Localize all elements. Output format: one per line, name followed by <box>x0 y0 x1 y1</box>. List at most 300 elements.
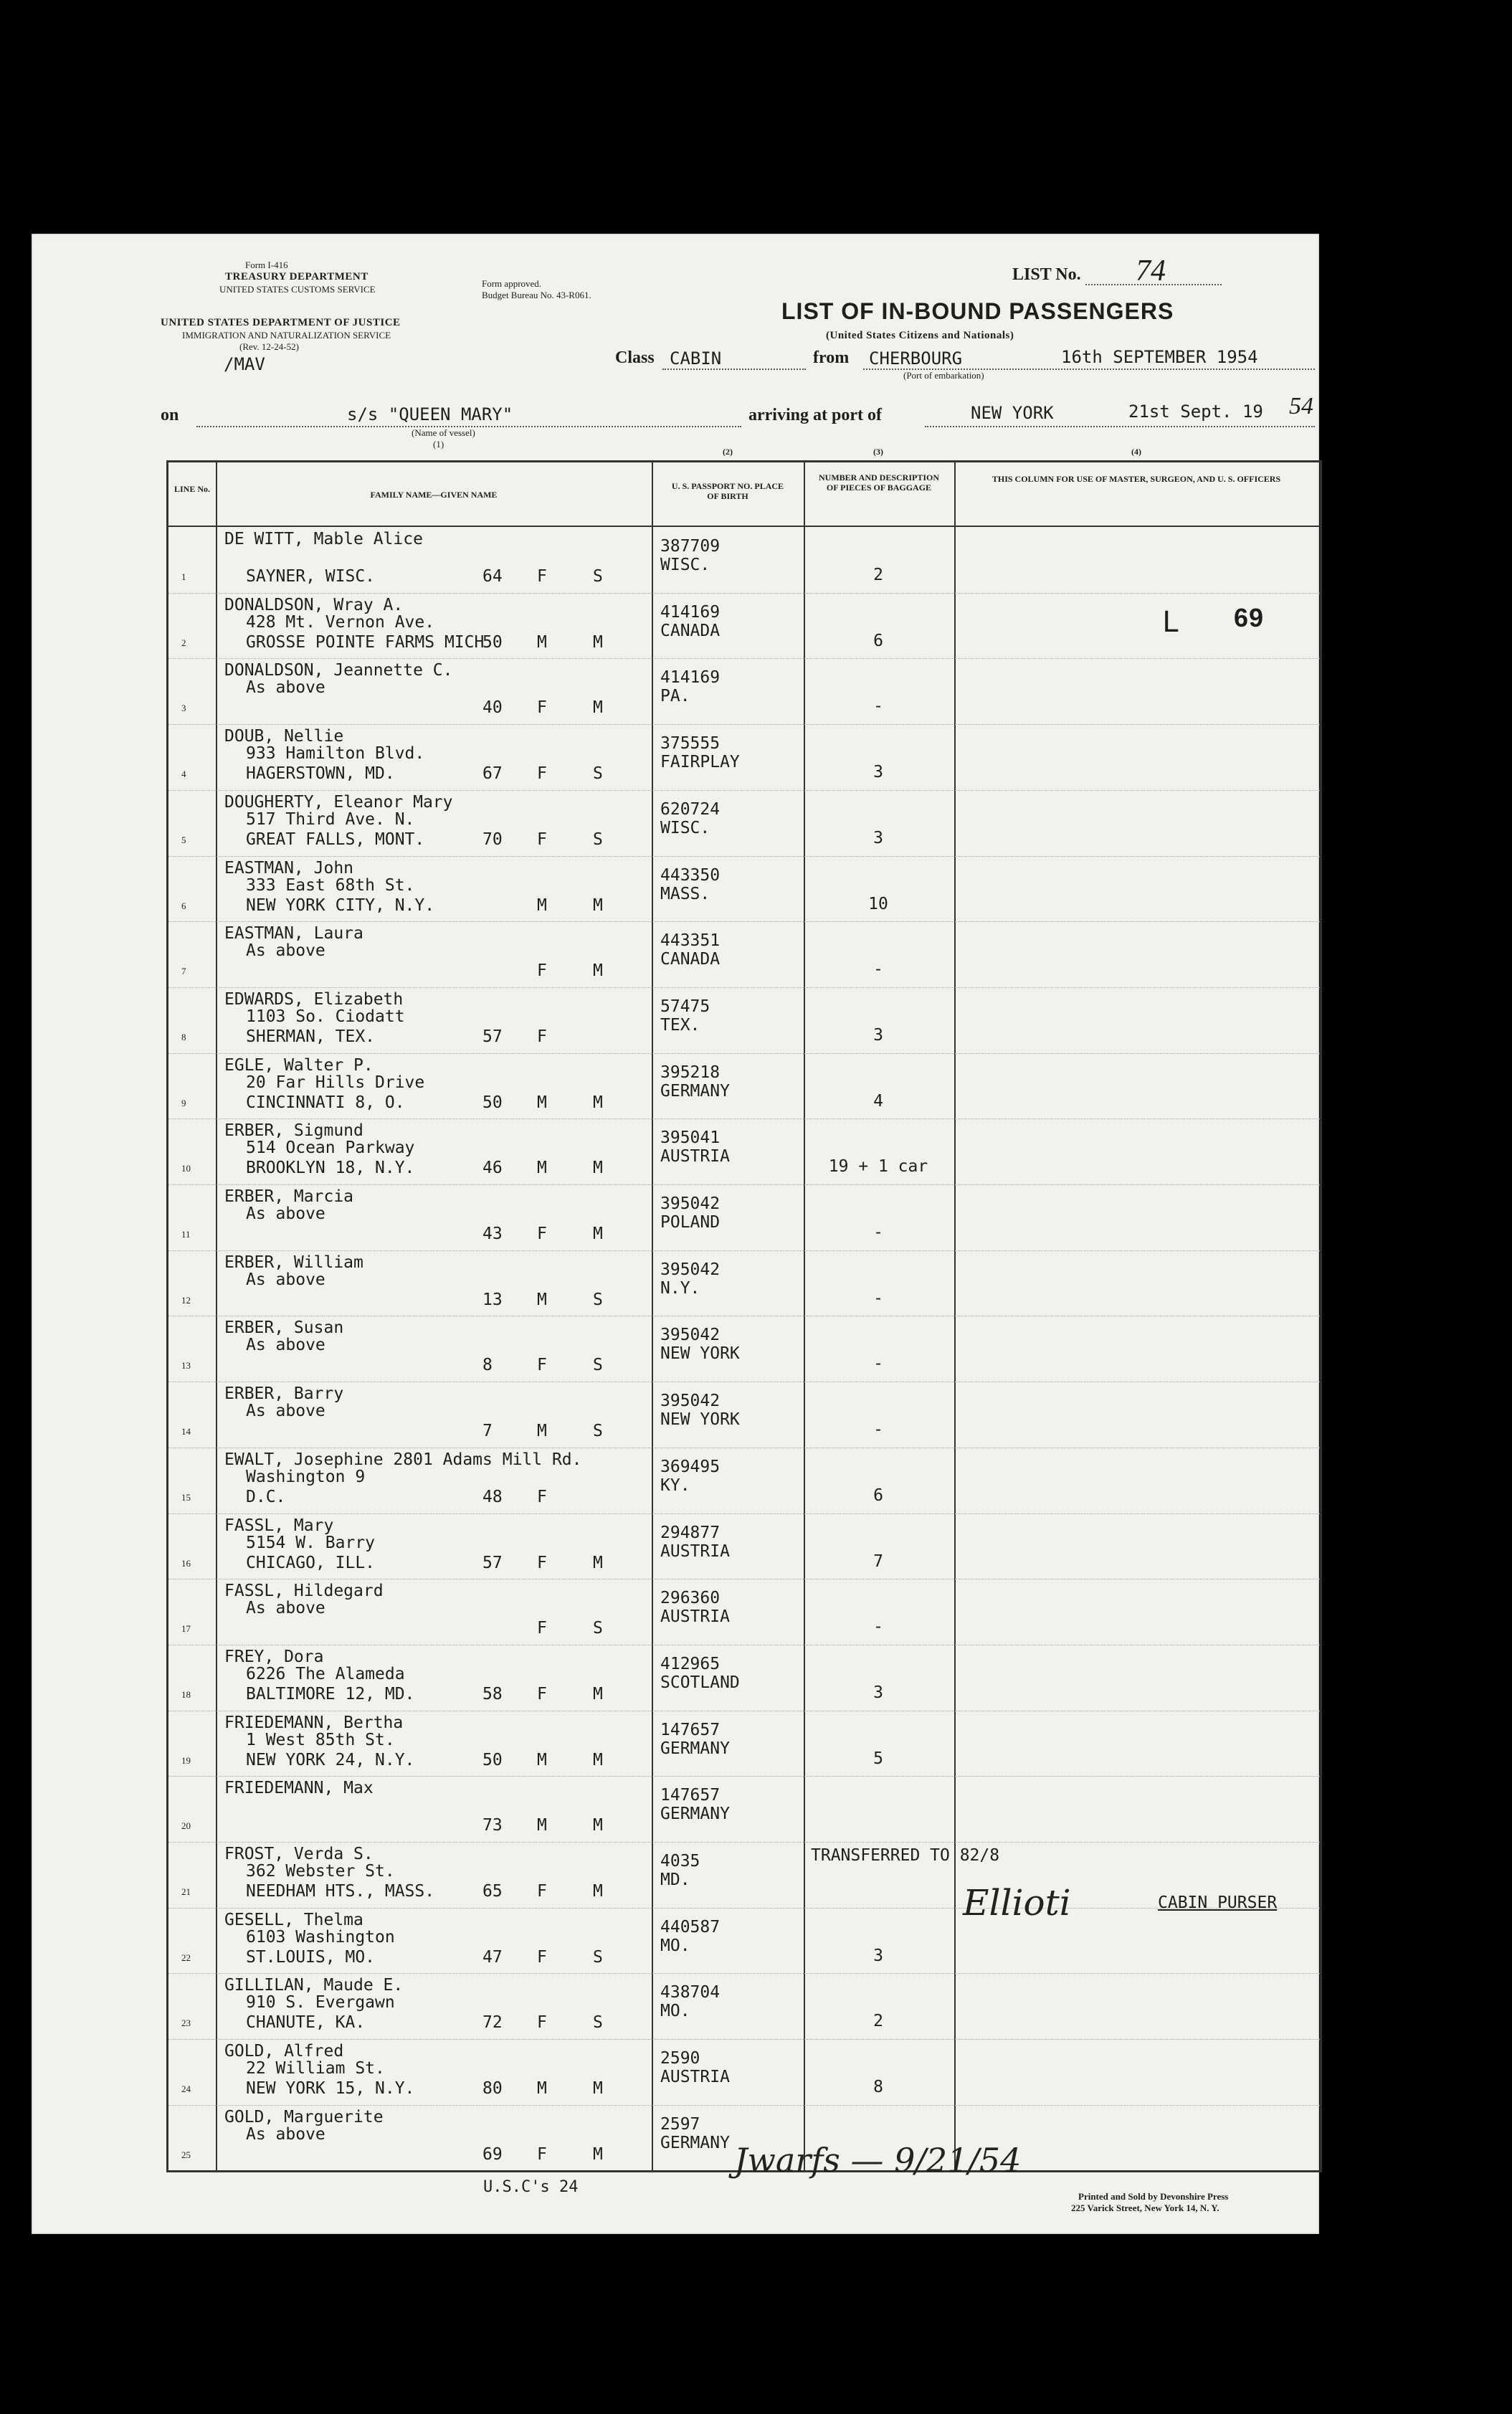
baggage-count: 19 + 1 car <box>828 1157 928 1177</box>
marital-status: S <box>593 764 603 784</box>
mav-mark: /MAV <box>224 354 265 374</box>
passenger-address: As above <box>246 678 325 698</box>
passport-number: 147657 <box>660 1720 721 1739</box>
arrival-date: 21st Sept. 19 <box>1128 401 1263 422</box>
customs-service: UNITED STATES CUSTOMS SERVICE <box>219 284 376 295</box>
marital-status: S <box>593 1947 603 1967</box>
row-line-number: 2 <box>181 637 186 648</box>
baggage-count: - <box>873 1420 883 1440</box>
table-row <box>168 1579 1320 1645</box>
passenger-name: DOUB, Nellie <box>224 727 344 746</box>
passenger-sex: F <box>537 764 547 784</box>
passport-number: 4035 <box>660 1852 700 1871</box>
place-of-birth: MASS. <box>660 884 710 903</box>
table-row <box>168 1118 1320 1184</box>
passenger-residence: NEEDHAM HTS., MASS. <box>246 1882 435 1901</box>
baggage-count: 3 <box>873 763 883 782</box>
passport-number: 147657 <box>660 1786 721 1805</box>
row-line-number: 19 <box>181 1754 191 1766</box>
place-of-birth: WISC. <box>660 556 710 574</box>
passenger-residence: BALTIMORE 12, MD. <box>246 1684 415 1703</box>
header-line-no: LINE No. <box>173 484 210 494</box>
place-of-birth: AUSTRIA <box>660 1541 730 1561</box>
ins-line: IMMIGRATION AND NATURALIZATION SERVICE <box>182 330 391 341</box>
passenger-sex: F <box>537 1027 547 1046</box>
passenger-name: DE WITT, Mable Alice <box>224 530 423 548</box>
rev-date: (Rev. 12-24-52) <box>239 341 299 352</box>
marital-status: M <box>593 1159 603 1178</box>
passenger-sex: F <box>537 1882 547 1901</box>
passenger-age: 50 <box>482 1750 503 1769</box>
baggage-count: - <box>873 960 883 979</box>
passenger-sex: M <box>537 1159 547 1178</box>
passenger-name: FASSL, Mary <box>224 1516 334 1535</box>
header-name: FAMILY NAME—GIVEN NAME <box>370 490 498 500</box>
passenger-sex: F <box>537 1225 547 1243</box>
marital-status: M <box>593 2144 603 2164</box>
place-of-birth: AUSTRIA <box>660 2068 730 2087</box>
row-line-number: 6 <box>181 900 186 911</box>
baggage-count: 2 <box>873 566 883 584</box>
place-of-birth: PA. <box>660 687 690 706</box>
passenger-address: 20 Far Hills Drive <box>246 1073 425 1092</box>
baggage-count: 3 <box>873 828 883 847</box>
place-of-birth: GERMANY <box>660 1081 730 1101</box>
col1-marker: (1) <box>433 439 444 450</box>
passport-number: 387709 <box>660 537 721 556</box>
passenger-sex: F <box>537 2013 547 2033</box>
passenger-address: 333 East 68th St. <box>246 875 415 895</box>
passenger-sex: F <box>537 567 547 586</box>
place-of-birth: GERMANY <box>660 1805 730 1824</box>
table-row <box>168 921 1320 987</box>
row-line-number: 9 <box>181 1097 186 1108</box>
passenger-age: 43 <box>482 1225 503 1243</box>
class-label: Class <box>615 348 655 367</box>
row-line-number: 7 <box>181 966 186 977</box>
embark-port: CHERBOURG <box>869 348 963 369</box>
table-row <box>168 1382 1320 1448</box>
form-approved: Form approved. <box>482 278 542 289</box>
row-line-number: 23 <box>181 2018 191 2029</box>
place-of-birth: FAIRPLAY <box>660 753 740 772</box>
passenger-age: 65 <box>482 1882 503 1901</box>
marital-status: S <box>593 2013 603 2033</box>
marital-status: M <box>593 698 603 718</box>
passenger-age: 72 <box>482 2013 503 2033</box>
passenger-address: 514 Ocean Parkway <box>246 1139 415 1158</box>
passenger-age: 50 <box>482 1093 503 1112</box>
vessel-name: s/s "QUEEN MARY" <box>347 404 513 424</box>
table-row <box>168 658 1320 724</box>
passport-number: 2590 <box>660 2049 700 2068</box>
passenger-age: 57 <box>482 1553 503 1572</box>
passport-number: 2597 <box>660 2114 700 2134</box>
treasury-dept: TREASURY DEPARTMENT <box>225 271 369 282</box>
place-of-birth: POLAND <box>660 1213 721 1232</box>
vessel-note: (Name of vessel) <box>412 427 475 438</box>
passenger-age: 40 <box>482 698 503 718</box>
row-line-number: 15 <box>181 1491 191 1503</box>
place-of-birth: GERMANY <box>660 1739 730 1758</box>
table-row <box>168 1184 1320 1250</box>
row-line-number: 5 <box>181 834 186 845</box>
passenger-address: As above <box>246 2124 325 2144</box>
passenger-age: 73 <box>482 1816 503 1835</box>
printer-line-2: 225 Varick Street, New York 14, N. Y. <box>1071 2202 1219 2213</box>
passport-number: 414169 <box>660 668 721 688</box>
baggage-count: 6 <box>873 631 883 650</box>
passenger-address: As above <box>246 1270 325 1289</box>
page-title: LIST OF IN-BOUND PASSENGERS <box>781 298 1174 324</box>
baggage-count: 8 <box>873 2078 883 2097</box>
passenger-sex: F <box>537 830 547 849</box>
row-line-number: 14 <box>181 1426 191 1438</box>
passenger-age: 58 <box>482 1684 503 1703</box>
row-line-number: 24 <box>181 2083 191 2095</box>
passenger-name: EDWARDS, Elizabeth <box>224 989 404 1009</box>
passenger-residence: CHANUTE, KA. <box>246 2013 366 2033</box>
officer-number: 69 <box>1234 603 1265 632</box>
passenger-address: As above <box>246 1599 325 1618</box>
table-row <box>168 987 1320 1053</box>
passenger-age: 64 <box>482 567 503 586</box>
passenger-name: EASTMAN, Laura <box>224 924 363 944</box>
table-row <box>168 1973 1320 2039</box>
passenger-name: DONALDSON, Jeannette C. <box>224 661 453 680</box>
passenger-address: As above <box>246 1204 325 1223</box>
table-row <box>168 1053 1320 1119</box>
passport-number: 294877 <box>660 1523 721 1542</box>
purser-signature-icon: Ellioti <box>963 1882 1071 1924</box>
form-number: Form I-416 <box>245 260 288 270</box>
passenger-name: FRIEDEMANN, Max <box>224 1779 374 1798</box>
passenger-address: 517 Third Ave. N. <box>246 809 415 829</box>
passport-number: 57475 <box>660 997 710 1016</box>
passenger-name: GOLD, Alfred <box>224 2042 344 2061</box>
marital-status: M <box>593 632 603 652</box>
baggage-count: 4 <box>873 1091 883 1111</box>
marital-status: S <box>593 830 603 849</box>
place-of-birth: MD. <box>660 1871 690 1889</box>
passenger-age: 67 <box>482 764 503 784</box>
table-row <box>168 1250 1320 1316</box>
list-no-label: LIST No. <box>1012 265 1081 284</box>
class-value: CABIN <box>670 348 722 369</box>
passenger-name: ERBER, William <box>224 1253 363 1272</box>
marital-status: M <box>593 1750 603 1769</box>
passenger-residence: CINCINNATI 8, O. <box>246 1093 405 1112</box>
table-row <box>168 1645 1320 1711</box>
cabin-purser: CABIN PURSER <box>1158 1893 1278 1912</box>
passport-number: 414169 <box>660 602 721 622</box>
passenger-age: 48 <box>482 1487 503 1506</box>
passenger-residence: SHERMAN, TEX. <box>246 1027 376 1046</box>
row-line-number: 22 <box>181 1952 191 1963</box>
place-of-birth: N.Y. <box>660 1278 700 1298</box>
passenger-address: Washington 9 <box>246 1467 366 1486</box>
passenger-residence: NEW YORK CITY, N.Y. <box>246 895 435 915</box>
passenger-residence: GREAT FALLS, MONT. <box>246 830 425 849</box>
row-line-number: 4 <box>181 769 186 780</box>
passenger-age: 13 <box>482 1290 503 1309</box>
passenger-address: 1103 So. Ciodatt <box>246 1007 405 1026</box>
baggage-count: 3 <box>873 1683 883 1702</box>
table-row <box>168 1711 1320 1777</box>
embark-note: (Port of embarkation) <box>903 370 984 381</box>
passenger-age: 80 <box>482 2079 503 2099</box>
passenger-address: As above <box>246 1336 325 1355</box>
row-line-number: 25 <box>181 2149 191 2160</box>
row-line-number: 16 <box>181 1557 191 1569</box>
passenger-sex: F <box>537 1356 547 1375</box>
place-of-birth: KY. <box>660 1476 690 1495</box>
arriving-label: arriving at port of <box>748 406 882 424</box>
baggage-count: 10 <box>868 894 888 913</box>
row-line-number: 3 <box>181 703 186 714</box>
passenger-sex: F <box>537 698 547 718</box>
passport-number: 395042 <box>660 1194 721 1213</box>
passport-number: 369495 <box>660 1457 721 1476</box>
passport-number: 395041 <box>660 1128 721 1148</box>
passenger-age: 47 <box>482 1947 503 1967</box>
passenger-residence: HAGERSTOWN, MD. <box>246 764 395 784</box>
passenger-address: 428 Mt. Vernon Ave. <box>246 612 435 632</box>
passenger-age: 46 <box>482 1159 503 1178</box>
passport-number: 395042 <box>660 1392 721 1411</box>
passenger-name: EGLE, Walter P. <box>224 1055 374 1075</box>
passport-number: 395042 <box>660 1326 721 1345</box>
passport-number: 412965 <box>660 1654 721 1673</box>
passenger-sex: M <box>537 632 547 652</box>
baggage-count: 2 <box>873 2012 883 2031</box>
table-row <box>168 2039 1320 2105</box>
passenger-sex: F <box>537 1553 547 1572</box>
marital-status: M <box>593 2079 603 2099</box>
passenger-residence: CHICAGO, ILL. <box>246 1553 376 1572</box>
marital-status: S <box>593 567 603 586</box>
passenger-name: FREY, Dora <box>224 1647 324 1666</box>
passenger-residence: GROSSE POINTE FARMS MICH <box>246 632 485 652</box>
place-of-birth: WISC. <box>660 818 710 837</box>
baggage-count: 5 <box>873 1749 883 1768</box>
place-of-birth: SCOTLAND <box>660 1673 740 1692</box>
passenger-residence: ST.LOUIS, MO. <box>246 1947 376 1967</box>
passenger-age: 70 <box>482 830 503 849</box>
departure-date: 16th SEPTEMBER 1954 <box>1061 347 1258 367</box>
baggage-count: 7 <box>873 1551 883 1571</box>
passenger-residence: BROOKLYN 18, N.Y. <box>246 1159 415 1178</box>
passenger-sex: M <box>537 1750 547 1769</box>
passenger-age: 7 <box>482 1422 493 1441</box>
manifest-page <box>32 234 1319 2234</box>
row-line-number: 20 <box>181 1820 191 1832</box>
passenger-age: 69 <box>482 2144 503 2164</box>
passenger-name: GILLILAN, Maude E. <box>224 1976 404 1995</box>
passenger-address: 1 West 85th St. <box>246 1730 395 1749</box>
marital-status: S <box>593 1356 603 1375</box>
passenger-address: As above <box>246 941 325 961</box>
passenger-sex: M <box>537 895 547 915</box>
passenger-name: ERBER, Marcia <box>224 1187 354 1206</box>
passport-number: 443350 <box>660 865 721 885</box>
place-of-birth: NEW YORK <box>660 1344 740 1364</box>
place-of-birth: AUSTRIA <box>660 1607 730 1627</box>
marital-status: M <box>593 1882 603 1901</box>
budget-bureau: Budget Bureau No. 43-R061. <box>482 290 591 300</box>
passenger-name: GOLD, Marguerite <box>224 2107 384 2126</box>
passenger-address: 933 Hamilton Blvd. <box>246 744 425 764</box>
passenger-name: ERBER, Sigmund <box>224 1121 363 1141</box>
passenger-residence: NEW YORK 15, N.Y. <box>246 2079 415 2099</box>
passport-number: 395042 <box>660 1260 721 1279</box>
table-row <box>168 724 1320 790</box>
marital-status: M <box>593 1093 603 1112</box>
table-row <box>168 527 1320 593</box>
marital-status: M <box>593 1816 603 1835</box>
passport-number: 620724 <box>660 799 721 819</box>
passenger-sex: F <box>537 1487 547 1506</box>
table-row <box>168 1513 1320 1579</box>
passport-number: 296360 <box>660 1589 721 1608</box>
passenger-address: 6226 The Alameda <box>246 1664 405 1683</box>
row-line-number: 13 <box>181 1360 191 1372</box>
passenger-name: GESELL, Thelma <box>224 1910 363 1929</box>
passenger-sex: F <box>537 1947 547 1967</box>
row-line-number: 21 <box>181 1886 191 1897</box>
justice-dept: UNITED STATES DEPARTMENT OF JUSTICE <box>161 317 401 328</box>
table-row <box>168 790 1320 856</box>
passenger-sex: F <box>537 1684 547 1703</box>
passenger-address: 6103 Washington <box>246 1927 395 1947</box>
passenger-address: 5154 W. Barry <box>246 1533 376 1552</box>
header-baggage: NUMBER AND DESCRIPTION OF PIECES OF BAGGAGE <box>818 472 940 493</box>
place-of-birth: GERMANY <box>660 2133 730 2152</box>
marital-status: M <box>593 961 603 981</box>
passport-number: 440587 <box>660 1917 721 1937</box>
row-line-number: 17 <box>181 1623 191 1635</box>
passenger-sex: M <box>537 1290 547 1309</box>
table-row <box>168 1316 1320 1382</box>
place-of-birth: MO. <box>660 2002 690 2021</box>
passenger-table <box>166 447 1322 2172</box>
passenger-sex: M <box>537 1816 547 1835</box>
baggage-count: TRANSFERRED TO 82/8 <box>811 1846 1000 1865</box>
usc-total: U.S.C's 24 <box>483 2178 579 2196</box>
printer-line-1: Printed and Sold by Devonshire Press <box>1078 2191 1229 2202</box>
row-line-number: 18 <box>181 1688 191 1700</box>
header-officers: THIS COLUMN FOR USE OF MASTER, SURGEON, AND U. S. OFFICERS <box>992 474 1281 484</box>
marital-status: S <box>593 1619 603 1638</box>
baggage-count: - <box>873 1223 883 1242</box>
table-row <box>168 593 1320 659</box>
place-of-birth: NEW YORK <box>660 1410 740 1430</box>
row-line-number: 11 <box>181 1229 191 1240</box>
baggage-count: - <box>873 1288 883 1308</box>
passenger-age: 57 <box>482 1027 503 1046</box>
baggage-count: 6 <box>873 1486 883 1505</box>
passenger-sex: F <box>537 961 547 981</box>
table-row <box>168 1842 1320 1908</box>
passport-number: 443351 <box>660 931 721 951</box>
passenger-sex: M <box>537 1093 547 1112</box>
passenger-name: FRIEDEMANN, Bertha <box>224 1713 404 1732</box>
row-line-number: 12 <box>181 1294 191 1306</box>
marital-status: M <box>593 895 603 915</box>
passport-number: 375555 <box>660 734 721 754</box>
row-line-number: 10 <box>181 1163 191 1174</box>
place-of-birth: AUSTRIA <box>660 1147 730 1166</box>
row-line-number: 8 <box>181 1031 186 1042</box>
passenger-sex: M <box>537 2079 547 2099</box>
marital-status: S <box>593 1422 603 1441</box>
passenger-residence: D.C. <box>246 1487 286 1506</box>
row-line-number: 1 <box>181 571 186 582</box>
marital-status: M <box>593 1553 603 1572</box>
passenger-address: As above <box>246 1402 325 1421</box>
passenger-sex: F <box>537 2144 547 2164</box>
baggage-count: 3 <box>873 1946 883 1965</box>
passenger-name: ERBER, Barry <box>224 1384 344 1404</box>
baggage-count: - <box>873 697 883 716</box>
on-label: on <box>161 406 179 424</box>
passenger-sex: F <box>537 1619 547 1638</box>
passenger-name: FASSL, Hildegard <box>224 1582 384 1601</box>
header-col3-no: (3) <box>873 447 883 457</box>
passenger-address: 22 William St. <box>246 2059 385 2078</box>
place-of-birth: MO. <box>660 1936 690 1955</box>
baggage-count: 3 <box>873 1025 883 1045</box>
marital-status: M <box>593 1225 603 1243</box>
passenger-age: 50 <box>482 632 503 652</box>
passenger-age: 8 <box>482 1356 493 1375</box>
place-of-birth: TEX. <box>660 1015 700 1035</box>
table-row <box>168 1908 1320 1974</box>
baggage-count: - <box>873 1617 883 1637</box>
table-row <box>168 856 1320 922</box>
header-col4-no: (4) <box>1131 447 1141 457</box>
passenger-name: EASTMAN, John <box>224 858 354 878</box>
from-label: from <box>813 348 850 367</box>
passenger-name: DONALDSON, Wray A. <box>224 595 404 614</box>
passenger-address: 362 Webster St. <box>246 1862 395 1881</box>
passenger-residence: NEW YORK 24, N.Y. <box>246 1750 415 1769</box>
passenger-sex: M <box>537 1422 547 1441</box>
passenger-residence: SAYNER, WISC. <box>246 567 376 586</box>
table-row <box>168 1776 1320 1842</box>
passenger-name: EWALT, Josephine 2801 Adams Mill Rd. <box>224 1450 582 1469</box>
table-row <box>168 1448 1320 1513</box>
passenger-address: 910 S. Evergawn <box>246 1993 395 2013</box>
baggage-count: - <box>873 1354 883 1374</box>
arrival-year: 54 <box>1289 393 1313 419</box>
header-passport: U. S. PASSPORT NO. PLACE OF BIRTH <box>671 481 784 501</box>
officer-mark: L <box>1162 606 1180 639</box>
place-of-birth: CANADA <box>660 950 721 969</box>
place-of-birth: CANADA <box>660 621 721 640</box>
list-number: 74 <box>1136 255 1166 288</box>
passenger-name: ERBER, Susan <box>224 1318 344 1338</box>
inspector-signature-icon: Jwarfs — 9/21/54 <box>734 2141 1022 2180</box>
passenger-name: DOUGHERTY, Eleanor Mary <box>224 792 453 812</box>
marital-status: S <box>593 1290 603 1309</box>
header-col2-no: (2) <box>723 447 733 457</box>
passport-number: 395218 <box>660 1063 721 1082</box>
arrival-port: NEW YORK <box>971 403 1054 423</box>
passport-number: 438704 <box>660 1983 721 2002</box>
page-subtitle: (United States Citizens and Nationals) <box>826 330 1014 341</box>
passenger-name: FROST, Verda S. <box>224 1845 374 1863</box>
